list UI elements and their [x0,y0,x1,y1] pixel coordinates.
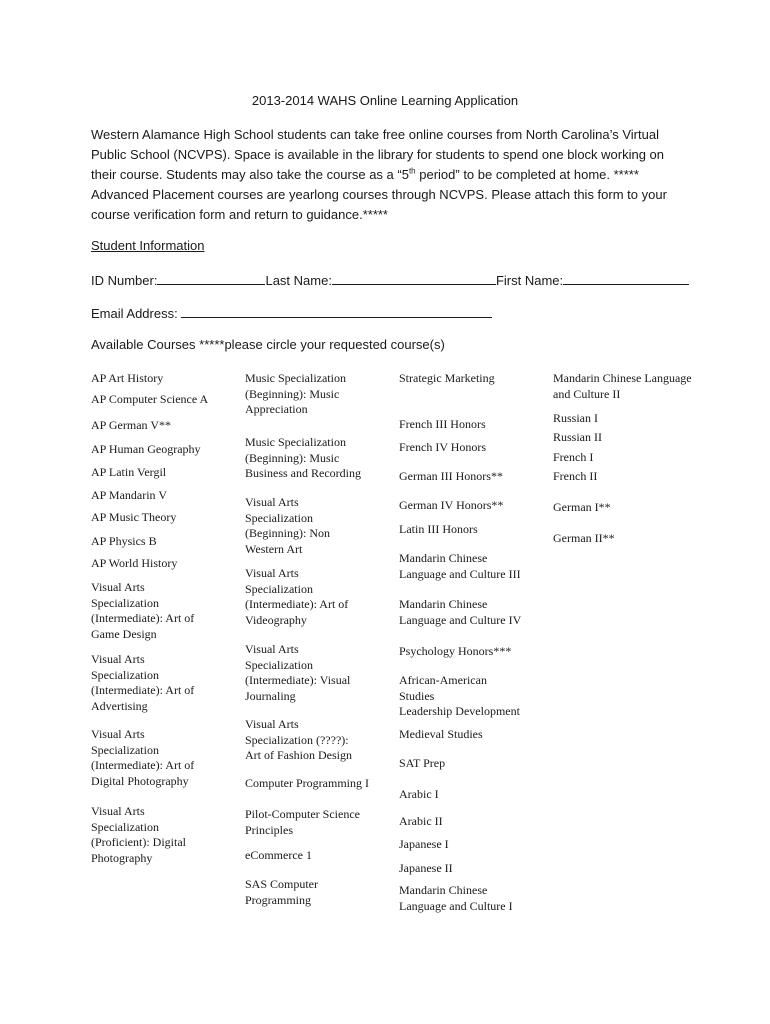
course-item[interactable]: Arabic I [399,787,439,801]
intro-text-part2: period” to be completed at home. ***** Advanced Placement courses are yearlong courses through NCVPS. Please attach this form to your course verification form and return to guidance.***** [91,167,667,222]
course-item[interactable]: Leadership Development [399,704,520,718]
course-item[interactable]: French III Honors [399,417,486,431]
intro-superscript: th [408,166,416,176]
course-item[interactable]: African-American Studies [399,673,487,703]
id-number-blank[interactable] [157,271,265,285]
course-item[interactable]: Visual Arts Specialization (????): Art of Fashion Design [245,717,352,762]
course-item[interactable]: French IV Honors [399,440,487,454]
last-name-label: Last Name: [265,273,332,288]
document-title: 2013-2014 WAHS Online Learning Application [251,93,519,108]
course-item[interactable]: Visual Arts Specialization (Beginning): Non Western Art [245,495,330,556]
course-item[interactable]: Music Specialization (Beginning): Music Appreciation [245,371,346,416]
course-item[interactable]: French I [553,450,594,464]
course-item[interactable]: Russian I [553,411,598,425]
course-item[interactable]: Visual Arts Specialization (Proficient): Digital Photography [91,804,186,865]
email-row [91,304,691,321]
course-item[interactable]: Russian II [553,430,602,444]
course-item[interactable]: Latin III Honors [399,522,478,536]
course-item[interactable]: Medieval Studies [399,727,483,741]
course-item[interactable]: Arabic II [399,814,443,828]
available-courses-heading: Available Courses *****please circle your requested course(s) [91,337,445,352]
course-item[interactable]: Mandarin Chinese Language and Culture II [553,371,692,401]
course-item[interactable]: AP Computer Science A [91,392,209,406]
last-name-blank[interactable] [332,271,496,285]
email-address-label: Email Address: [91,306,182,321]
course-item[interactable]: Visual Arts Specialization (Intermediate): Visual Journaling [245,642,351,703]
course-item[interactable]: German I** [553,500,611,514]
course-item[interactable]: Music Specialization (Beginning): Music Business and Recording [245,435,361,480]
course-item[interactable]: Psychology Honors*** [399,644,512,658]
intro-paragraph [91,125,691,225]
course-item[interactable]: eCommerce 1 [245,848,312,862]
course-item[interactable]: AP Latin Vergil [91,465,167,479]
course-item[interactable]: Pilot-Computer Science Principles [245,807,360,837]
course-item[interactable]: AP Mandarin V [91,488,167,502]
course-item[interactable]: AP Human Geography [91,442,201,456]
course-item[interactable]: Strategic Marketing [399,371,495,385]
course-item[interactable]: SAT Prep [399,756,446,770]
id-number-label: ID Number: [91,273,158,288]
course-item[interactable]: Visual Arts Specialization (Intermediate): Art of Videography [245,566,349,627]
first-name-label: First Name: [495,273,564,288]
course-item[interactable]: Mandarin Chinese Language and Culture III [399,551,521,581]
course-item[interactable]: French II [553,469,598,483]
course-item[interactable]: Mandarin Chinese Language and Culture IV [399,597,522,627]
course-item[interactable]: German II** [553,531,615,545]
course-item[interactable]: AP Music Theory [91,510,177,524]
course-item[interactable]: Computer Programming I [245,776,369,790]
student-id-name-row [91,271,691,288]
intro-text-part1: Western Alamance High School students can take free online courses from North Carolina’s Virtual Public School (NCVPS). Space is available in the library for students to spend one block working on their course. Students may also take the course as a “5 [91,127,665,182]
course-item[interactable]: AP Art History [91,371,164,385]
email-address-blank[interactable] [181,304,492,318]
course-item[interactable]: Mandarin Chinese Language and Culture I [399,883,513,913]
first-name-blank[interactable] [563,271,689,285]
student-information-heading: Student Information [91,238,205,253]
course-item[interactable]: German III Honors** [399,469,503,483]
course-item[interactable]: Visual Arts Specialization (Intermediate): Art of Advertising [91,652,195,713]
course-item[interactable]: AP Physics B [91,534,157,548]
course-item[interactable]: AP World History [91,556,178,570]
course-item[interactable]: AP German V** [91,418,171,432]
course-item[interactable]: SAS Computer Programming [245,877,319,907]
course-item[interactable]: Visual Arts Specialization (Intermediate): Art of Game Design [91,580,195,641]
course-item[interactable]: Japanese I [399,837,449,851]
course-item[interactable]: German IV Honors** [399,498,504,512]
course-item[interactable]: Visual Arts Specialization (Intermediate): Art of Digital Photography [91,727,195,788]
course-item[interactable]: Japanese II [399,861,453,875]
